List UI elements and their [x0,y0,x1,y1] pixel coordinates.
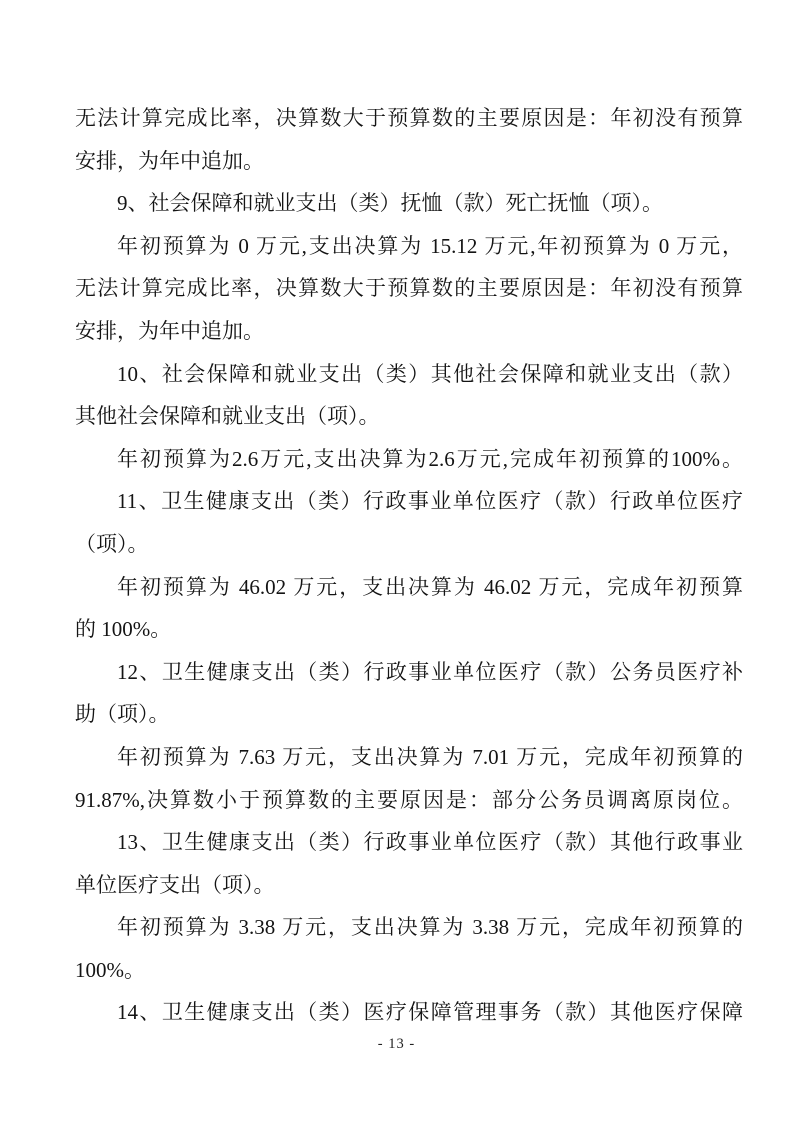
text-line: 无法计算完成比率，决算数大于预算数的主要原因是：年初没有预算 [75,106,743,130]
paragraph-item-11-detail [75,566,743,651]
paragraph-item-13-detail [75,906,743,991]
text-line: 其他社会保障和就业支出（项）。 [75,404,380,429]
text-line: 11、卫生健康支出（类）行政事业单位医疗（款）行政单位医疗 [117,489,743,514]
paragraph-item-9-heading [75,182,743,225]
text-line: 年初预算为 7.63 万元，支出决算为 7.01 万元，完成年初预算的 [117,744,743,769]
document-body [75,97,743,1034]
paragraph-item-12-detail [75,736,743,821]
paragraph-item-10-heading [75,353,743,438]
text-line: 安排，为年中追加。 [75,148,264,173]
text-line: （项）。 [75,531,149,556]
text-line: 助（项）。 [75,702,170,727]
paragraph-item-12-heading [75,651,743,736]
paragraph-continuation [75,97,743,182]
text-line: 年初预算为 0 万元,支出决算为 15.12 万元,年初预算为 0 万元， [117,233,743,258]
text-line: 单位医疗支出（项）。 [75,872,275,897]
text-line: 100%。 [75,957,145,982]
paragraph-item-14-heading [75,991,743,1034]
text-line: 9、社会保障和就业支出（类）抚恤（款）死亡抚恤（项）。 [117,191,663,216]
text-line: 年初预算为 3.38 万元，支出决算为 3.38 万元，完成年初预算的 [117,915,743,940]
text-line: 13、卫生健康支出（类）行政事业单位医疗（款）其他行政事业 [117,830,743,855]
text-line: 的 100%。 [75,617,172,642]
paragraph-item-11-heading [75,480,743,565]
text-line: 安排，为年中追加。 [75,318,264,343]
text-line: 14、卫生健康支出（类）医疗保障管理事务（款）其他医疗保障 [117,1000,743,1025]
text-line: 10、社会保障和就业支出（类）其他社会保障和就业支出（款） [117,361,743,386]
paragraph-item-10-detail [75,438,743,481]
text-line: 12、卫生健康支出（类）行政事业单位医疗（款）公务员医疗补 [117,659,743,684]
paragraph-item-9-detail [75,225,743,353]
text-line: 91.87%,决算数小于预算数的主要原因是：部分公务员调离原岗位。 [75,787,743,812]
page-number: - 13 - [377,1036,416,1052]
paragraph-item-13-heading [75,821,743,906]
text-line: 年初预算为2.6万元,支出决算为2.6万元,完成年初预算的100%。 [117,446,743,471]
text-line: 年初预算为 46.02 万元，支出决算为 46.02 万元，完成年初预算 [117,574,743,599]
text-line: 无法计算完成比率，决算数大于预算数的主要原因是：年初没有预算 [75,276,743,301]
